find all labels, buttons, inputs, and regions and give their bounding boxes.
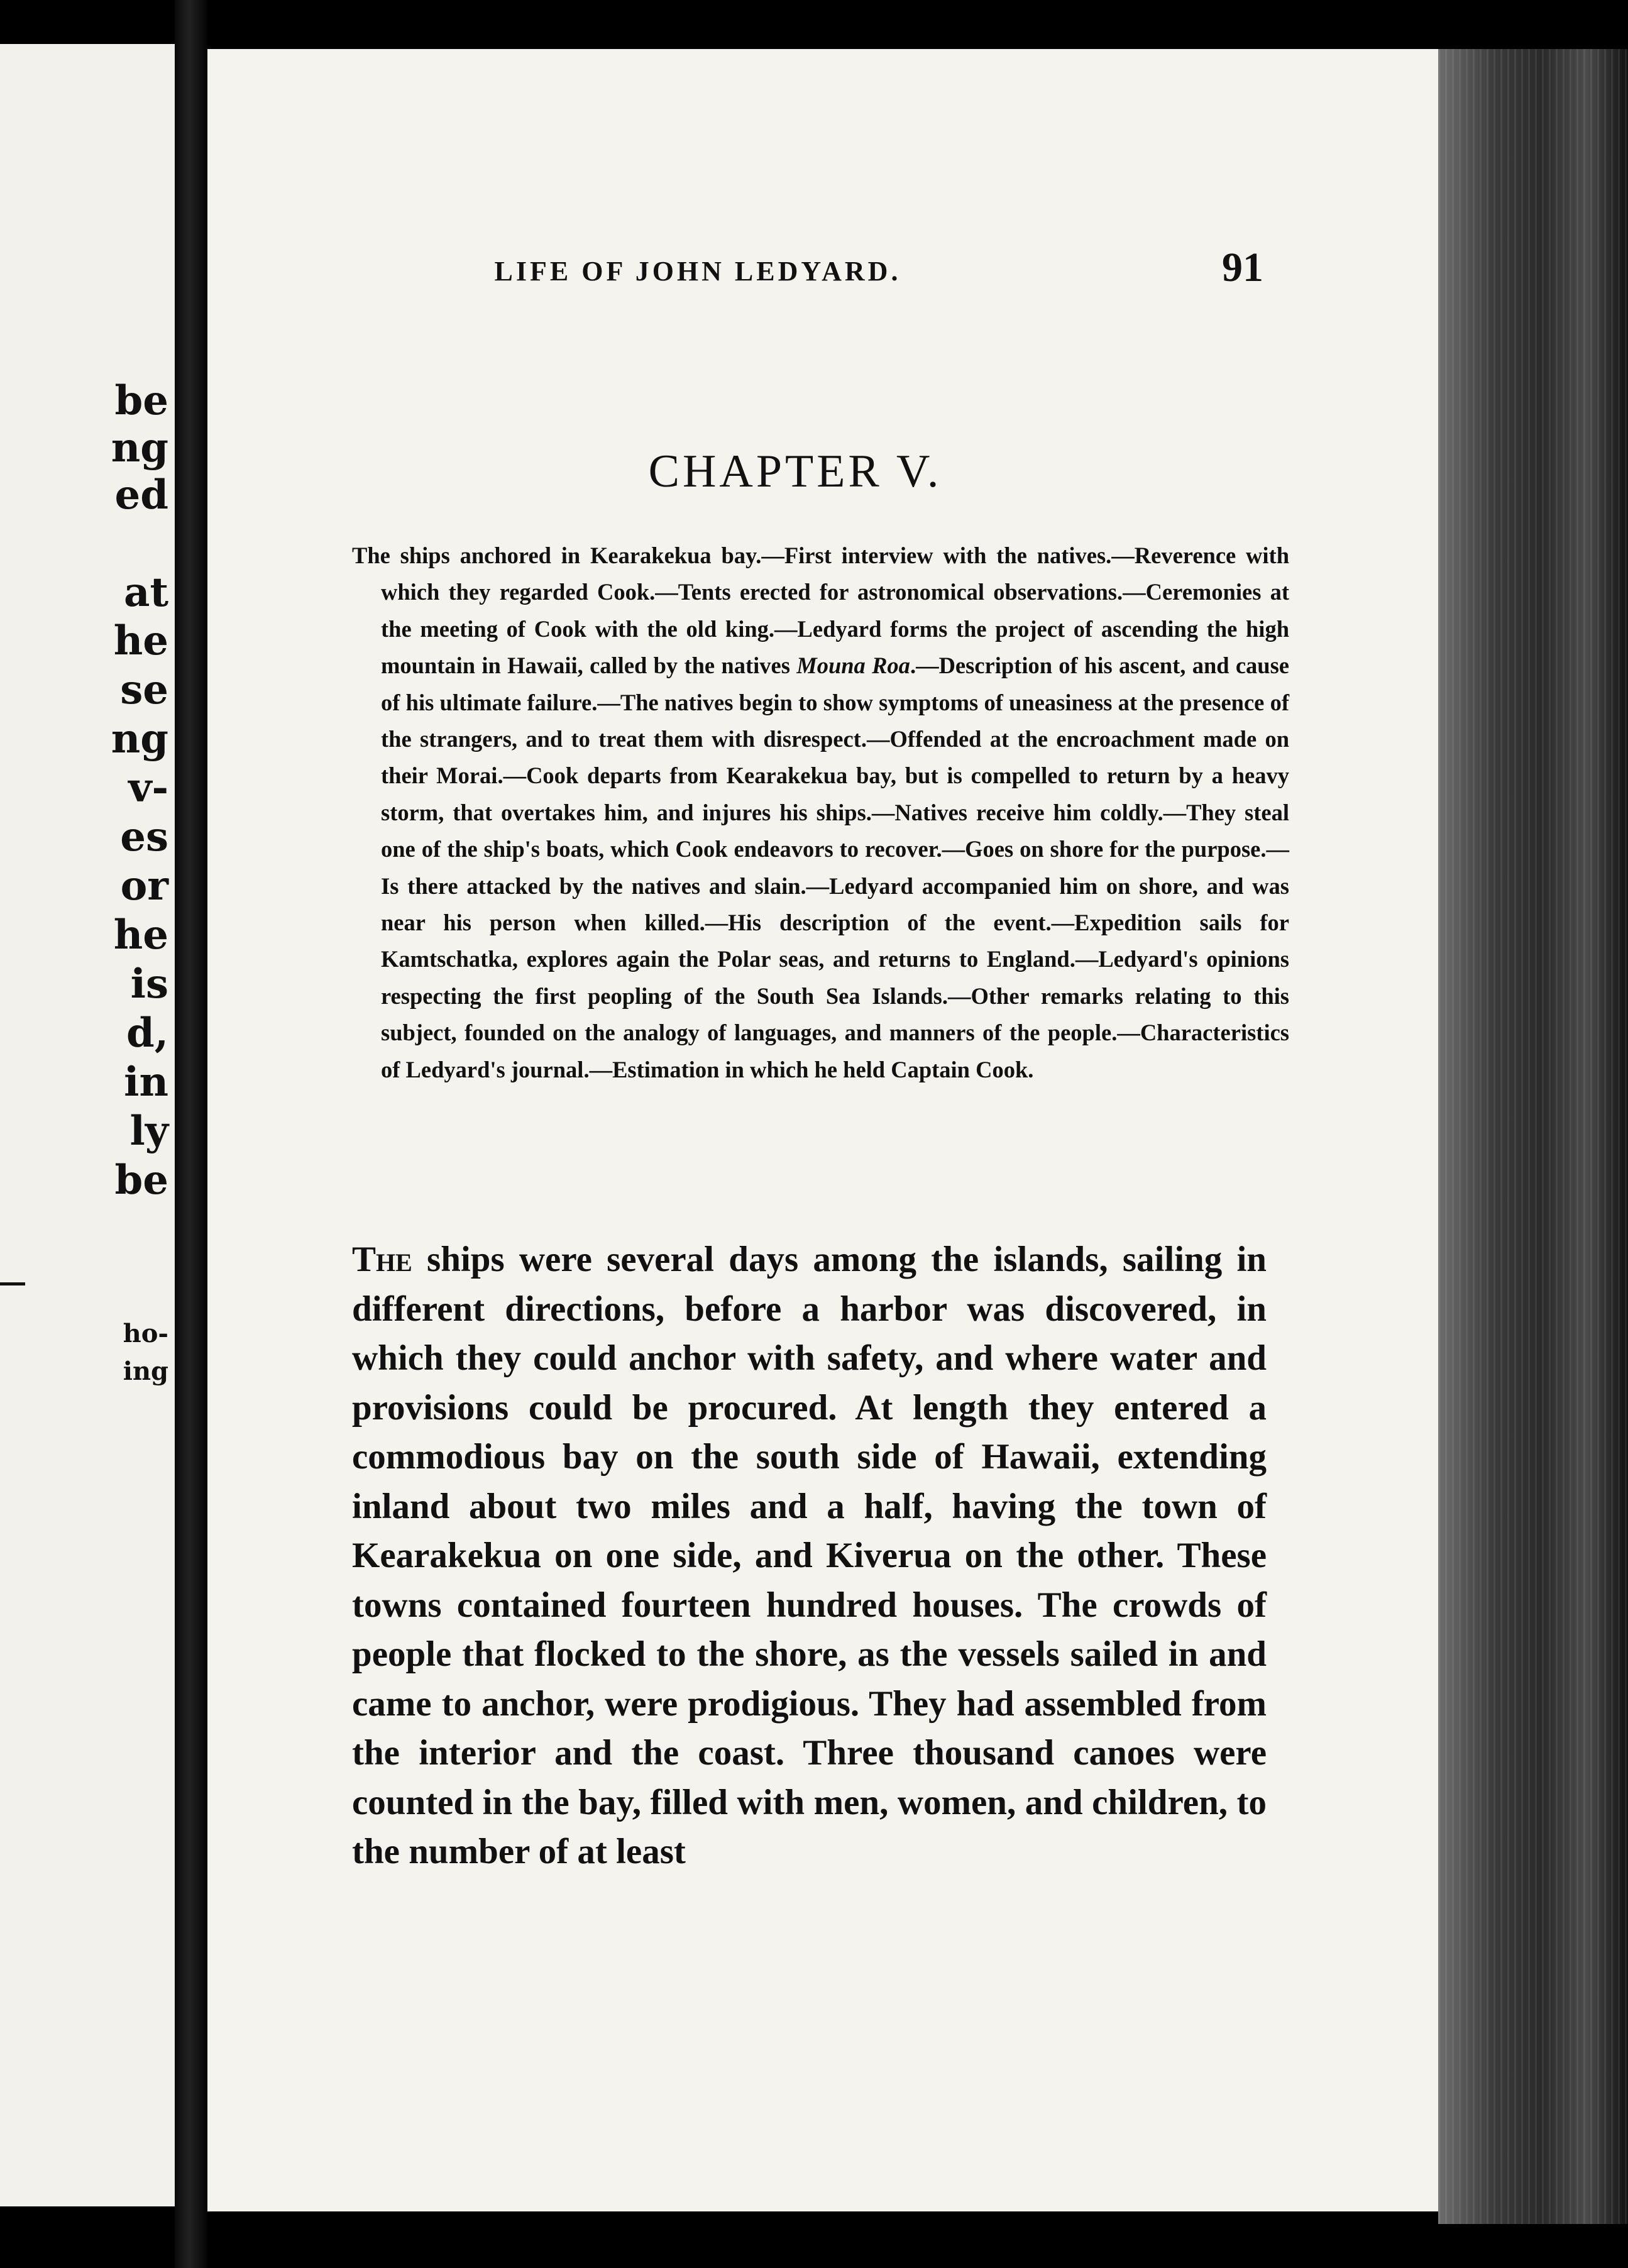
left-page-edge: [0, 44, 175, 2206]
left-page-fragment: ho-: [123, 1319, 168, 1348]
page-block-edge: [1438, 49, 1628, 2224]
book-gutter: [175, 0, 207, 2268]
body-paragraph: [352, 1235, 1267, 1877]
left-page-fragment: he: [113, 617, 168, 664]
chapter-summary: [352, 537, 1289, 1088]
left-page-fragment: be: [114, 1157, 168, 1204]
left-page-fragment: or: [120, 862, 168, 910]
left-page-fragment: ing: [123, 1357, 168, 1386]
left-page-fragment: es: [120, 813, 168, 861]
left-page-fragment: ng: [111, 715, 168, 762]
left-page-fragment: se: [120, 666, 168, 713]
chapter-heading: CHAPTER V.: [648, 446, 942, 497]
left-page-fragment: ng: [111, 424, 168, 471]
left-page-fragment: ed: [114, 471, 168, 519]
left-page-fragment: d,: [126, 1010, 168, 1057]
right-page: [207, 49, 1438, 2211]
summary-text: The ships anchored in Kearakekua bay.—First interview with the natives.—Reverence with which they regarded Cook.—Tents erected for astronomical observations.—Ceremonies at the meeting of Cook with the old king.—Ledyard forms the project of ascending the high mountain in Hawaii, called by the natives: [352, 542, 1289, 679]
body-text: ships were several days among the islands, sailing in different directions, before a harbor was discovered, in which they could anchor with safety, and where water and provisions could be procured. At length they entered a commodious bay on the south side of Hawaii, extending inland about two miles and a half, having the town of Kearakekua on one side, and Kiverua on the other. These towns contained fourteen hundred houses. The crowds of people that flocked to the shore, as the vessels sailed in and came to anchor, were prodigious. They had assembled from the interior and the coast. Three thousand canoes were counted in the bay, filled with men, women, and children, to the number of at least: [352, 1240, 1267, 1871]
left-page-fragment: is: [130, 961, 168, 1008]
running-title: LIFE OF JOHN LEDYARD.: [494, 256, 901, 287]
left-page-fragment: at: [123, 569, 168, 616]
left-page-fragment: in: [124, 1059, 168, 1106]
left-page-fragment: be: [114, 377, 168, 424]
running-head: [327, 244, 1263, 307]
summary-text: .—Description of his ascent, and cause of his ultimate failure.—The natives begin to show symptoms of uneasiness at the presence of the strangers, and to treat them with disrespect.—Offended at the encroachment made on their Morai.—Cook departs from Kearakekua bay, but is compelled to return by a heavy storm, that overtakes him, and injures his ships.—Natives receive him coldly.—They steal one of the ship's boats, which Cook endeavors to recover.—Goes on shore for the purpose.—Is there attacked by the natives and slain.—Ledyard accompanied him on shore, and was near his person when killed.—His description of the event.—Expedition sails for Kamtschatka, explores again the Polar seas, and returns to England.—Ledyard's opinions respecting the first peopling of the South Sea Islands.—Other remarks relating to this subject, founded on the analogy of languages, and manners of the people.—Characteristics of Ledyard's journal.—Estimation in which he held Captain Cook.: [381, 652, 1289, 1082]
page-number: 91: [1222, 245, 1263, 290]
left-page-rule: [0, 1282, 25, 1285]
lead-word: The: [352, 1240, 412, 1279]
left-page-fragment: ly: [129, 1108, 168, 1155]
left-page-fragment: he: [113, 911, 168, 959]
left-page-fragment: v-: [128, 764, 168, 812]
summary-italic-term: Mouna Roa: [796, 652, 910, 679]
